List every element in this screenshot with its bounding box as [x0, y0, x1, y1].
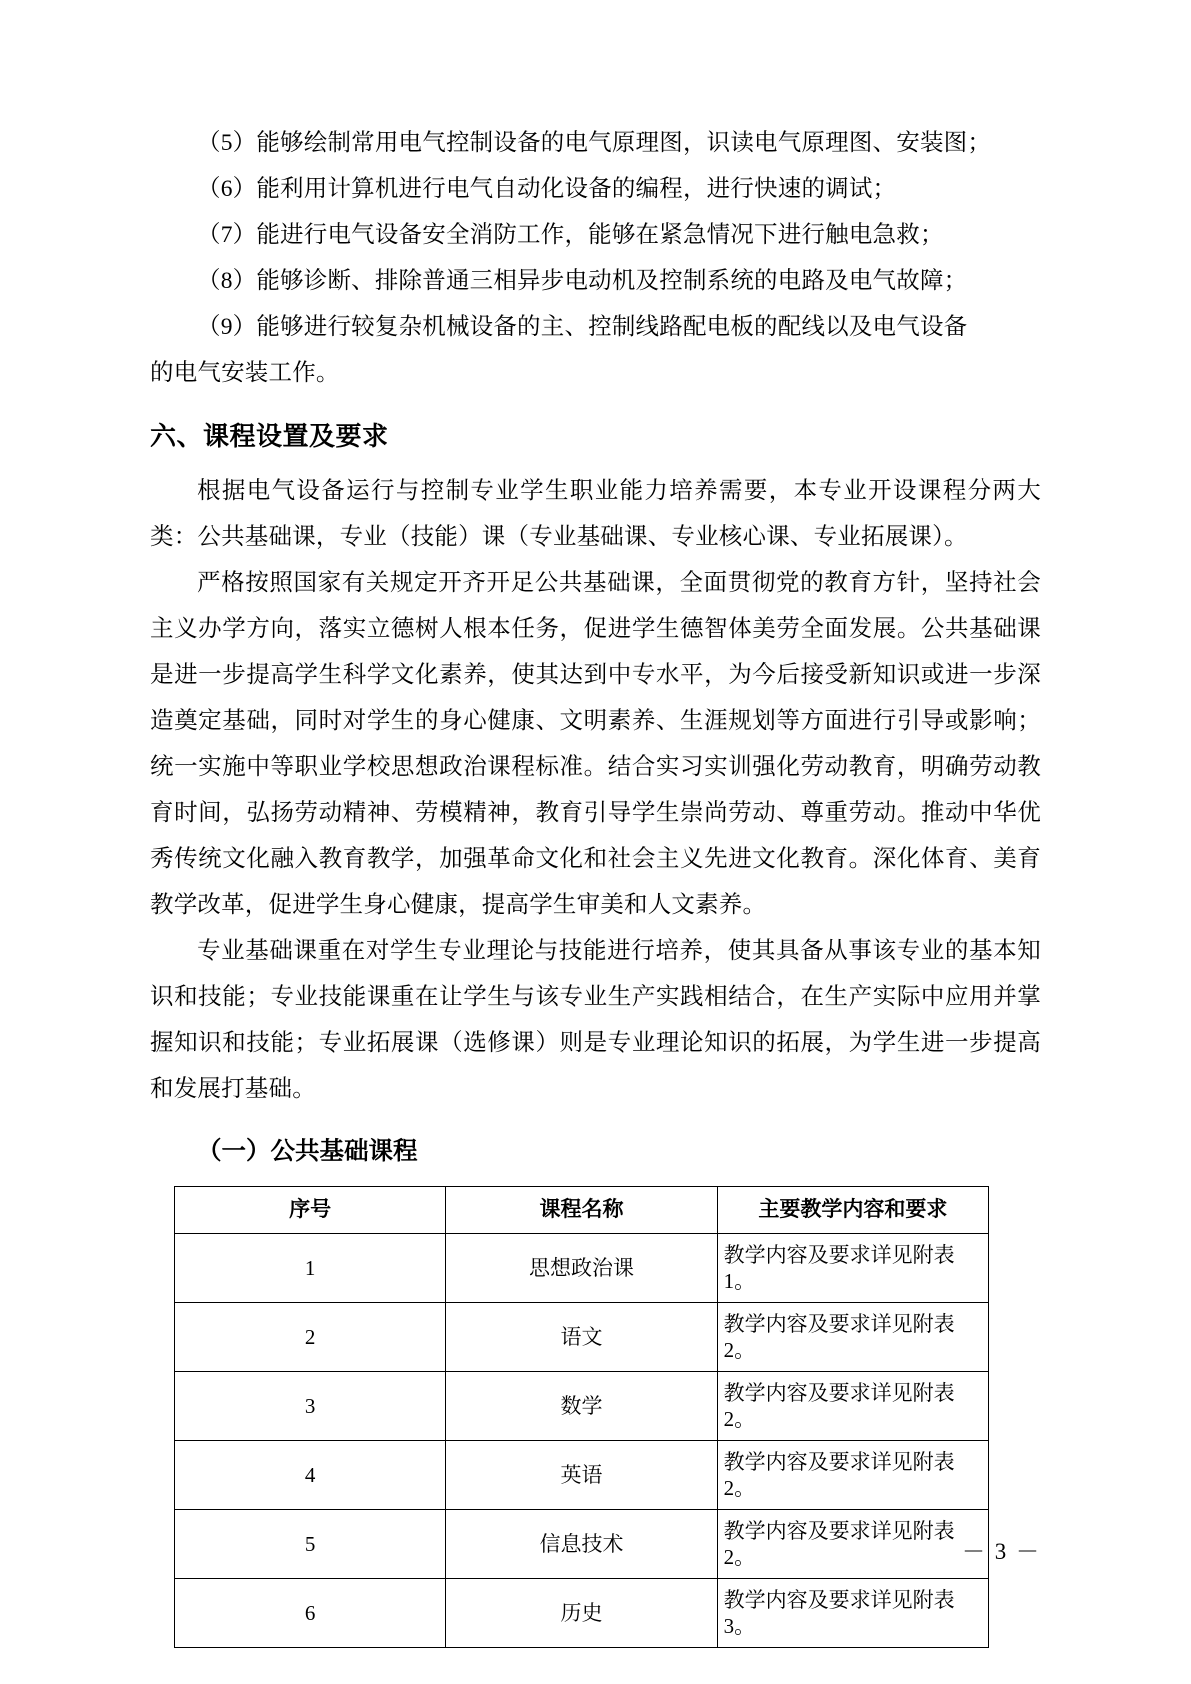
ability-item-5: （5）能够绘制常用电气控制设备的电气原理图，识读电气原理图、安装图； [197, 130, 992, 156]
table-row [175, 1441, 989, 1510]
cell-content: 教学内容及要求详见附表 2。 [717, 1303, 988, 1372]
column-header-course-name: 课程名称 [446, 1187, 717, 1234]
cell-content: 教学内容及要求详见附表 3。 [717, 1579, 988, 1648]
cell-no: 1 [175, 1234, 446, 1303]
paragraph-professional-courses: 专业基础课重在对学生专业理论与技能进行培养，使其具备从事该专业的基本知识和技能；专业技能课重在让学生与该专业生产实践相结合，在生产实际中应用并掌握知识和技能；专业拓展课（选修课）则是专业理论知识的拓展，为学生进一步提高和发展打基础。 [150, 938, 1041, 1102]
public-basic-courses-table [174, 1186, 989, 1648]
cell-content: 教学内容及要求详见附表 2。 [717, 1441, 988, 1510]
cell-course-name: 信息技术 [446, 1510, 717, 1579]
page-number: － 3 － [962, 1539, 1041, 1564]
table-header-row [175, 1187, 989, 1234]
cell-content: 教学内容及要求详见附表 1。 [717, 1234, 988, 1303]
cell-content: 教学内容及要求详见附表 2。 [717, 1372, 988, 1441]
ability-item-6: （6）能利用计算机进行电气自动化设备的编程，进行快速的调试； [197, 176, 897, 202]
cell-no: 3 [175, 1372, 446, 1441]
cell-no: 5 [175, 1510, 446, 1579]
cell-content: 教学内容及要求详见附表 2。 [717, 1510, 988, 1579]
document-body [150, 120, 1041, 1648]
cell-no: 2 [175, 1303, 446, 1372]
paragraph-course-overview: 根据电气设备运行与控制专业学生职业能力培养需要，本专业开设课程分两大类：公共基础课，专业（技能）课（专业基础课、专业核心课、专业拓展课）。 [150, 478, 1041, 550]
table-row [175, 1579, 989, 1648]
column-header-content: 主要教学内容和要求 [717, 1187, 988, 1234]
cell-course-name: 语文 [446, 1303, 717, 1372]
table-row [175, 1372, 989, 1441]
table-row [175, 1303, 989, 1372]
ability-item-8: （8）能够诊断、排除普通三相异步电动机及控制系统的电路及电气故障； [197, 268, 968, 294]
sub-heading-public-basic-courses: （一）公共基础课程 [197, 1138, 418, 1165]
cell-course-name: 英语 [446, 1441, 717, 1510]
table-row [175, 1510, 989, 1579]
table-row [175, 1234, 989, 1303]
section-heading-course-setup: 六、课程设置及要求 [150, 421, 389, 451]
cell-course-name: 历史 [446, 1579, 717, 1648]
ability-item-9: （9）能够进行较复杂机械设备的主、控制线路配电板的配线以及电气设备 [197, 314, 968, 340]
cell-no: 4 [175, 1441, 446, 1510]
paragraph-public-basic-courses: 严格按照国家有关规定开齐开足公共基础课，全面贯彻党的教育方针，坚持社会主义办学方向，落实立德树人根本任务，促进学生德智体美劳全面发展。公共基础课是进一步提高学生科学文化素养，使其达到中专水平，为今后接受新知识或进一步深造奠定基础，同时对学生的身心健康、文明素养、生涯规划等方面进行引导或影响；统一实施中等职业学校思想政治课程标准。结合实习实训强化劳动教育，明确劳动教育时间，弘扬劳动精神、劳模精神，教育引导学生崇尚劳动、尊重劳动。推动中华优秀传统文化融入教育教学，加强革命文化和社会主义先进文化教育。深化体育、美育教学改革，促进学生身心健康，提高学生审美和人文素养。 [150, 570, 1041, 918]
cell-no: 6 [175, 1579, 446, 1648]
cell-course-name: 思想政治课 [446, 1234, 717, 1303]
cell-course-name: 数学 [446, 1372, 717, 1441]
ability-item-7: （7）能进行电气设备安全消防工作，能够在紧急情况下进行触电急救； [197, 222, 944, 248]
column-header-no: 序号 [175, 1187, 446, 1234]
ability-item-9-continuation: 的电气安装工作。 [150, 360, 340, 386]
